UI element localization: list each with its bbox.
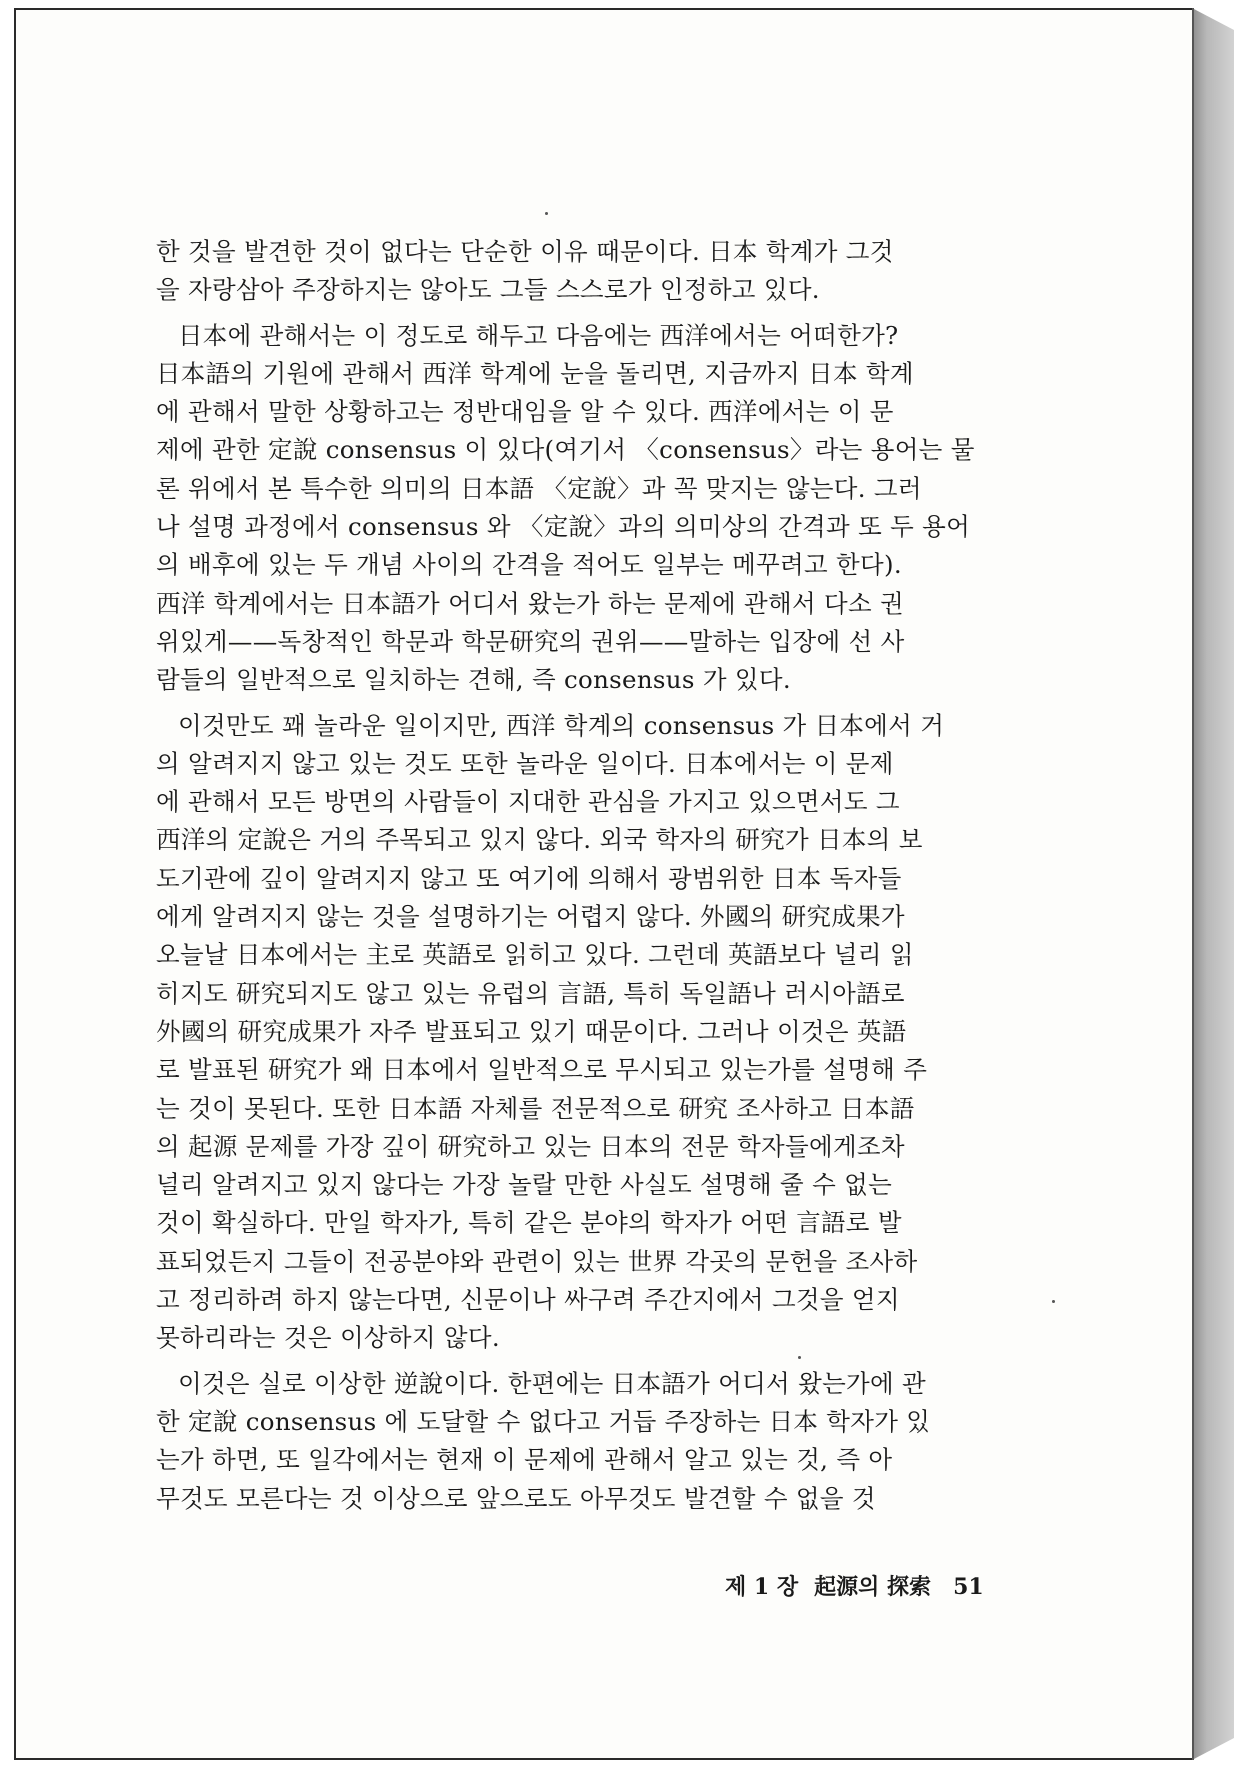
text-line: 西洋 학계에서는 日本語가 어디서 왔는가 하는 문제에 관해서 다소 권 — [156, 588, 905, 618]
text-line: 한 定說 consensus 에 도달할 수 없다고 거듭 주장하는 日本 학자가 있 — [156, 1406, 931, 1436]
text-line: 의 배후에 있는 두 개념 사이의 간격을 적어도 일부는 메꾸려고 한다). — [156, 550, 902, 580]
text-line: 을 자랑삼아 주장하지는 않아도 그들 스스로가 인정하고 있다. — [156, 275, 820, 305]
text-line: 나 설명 과정에서 consensus 와 〈定說〉과의 의미상의 간격과 또 두 용어 — [156, 512, 971, 542]
text-line: 에게 알려지지 않는 것을 설명하기는 어렵지 않다. 外國의 研究成果가 — [156, 902, 905, 932]
chapter-title: 起源의 探索 — [814, 1574, 932, 1600]
scan-speck — [1052, 1300, 1055, 1303]
text-line: 의 알려지지 않고 있는 것도 또한 놀라운 일이다. 日本에서는 이 문제 — [156, 748, 894, 778]
text-line: 로 발표된 研究가 왜 日本에서 일반적으로 무시되고 있는가를 설명해 주 — [156, 1055, 928, 1085]
running-footer — [725, 1570, 1025, 1601]
text-line: 론 위에서 본 특수한 의미의 日本語 〈定說〉과 꼭 맞지는 않는다. 그러 — [156, 473, 922, 503]
text-line: 널리 알려지고 있지 않다는 가장 놀랄 만한 사실도 설명해 줄 수 없는 — [156, 1170, 893, 1200]
text-line: 고 정리하려 하지 않는다면, 신문이나 싸구려 주간지에서 그것을 얻지 — [156, 1285, 900, 1315]
text-line: 위있게——독창적인 학문과 학문研究의 권위——말하는 입장에 선 사 — [156, 626, 905, 656]
text-line: 도기관에 깊이 알려지지 않고 또 여기에 의해서 광범위한 日本 독자들 — [156, 863, 902, 893]
text-line: 는가 하면, 또 일각에서는 현재 이 문제에 관해서 알고 있는 것, 즉 아 — [156, 1445, 893, 1475]
text-line: 西洋의 定說은 거의 주목되고 있지 않다. 외국 학자의 研究가 日本의 보 — [156, 825, 923, 855]
page-edge-line — [1192, 8, 1194, 1760]
scan-speck — [545, 212, 548, 215]
text-line: 外國의 研究成果가 자주 발표되고 있기 때문이다. 그러나 이것은 英語 — [156, 1016, 907, 1046]
text-line: 에 관해서 모든 방면의 사람들이 지대한 관심을 가지고 있으면서도 그 — [156, 787, 900, 817]
text-line: 오늘날 日本에서는 主로 英語로 읽히고 있다. 그런데 英語보다 널리 읽 — [156, 940, 914, 970]
body-text — [156, 233, 1024, 1525]
text-line: 의 起源 문제를 가장 깊이 研究하고 있는 日本의 전문 학자들에게조차 — [156, 1131, 905, 1161]
text-line: 표되었든지 그들이 전공분야와 관련이 있는 世界 각곳의 문헌을 조사하 — [156, 1246, 918, 1276]
text-line: 한 것을 발견한 것이 없다는 단순한 이유 때문이다. 日本 학계가 그것 — [156, 237, 894, 266]
page-stack-edge — [1192, 8, 1234, 1760]
text-line: 것이 확실하다. 만일 학자가, 특히 같은 분야의 학자가 어떤 言語로 발 — [156, 1208, 902, 1238]
text-line: 람들의 일반적으로 일치하는 견해, 즉 consensus 가 있다. — [156, 665, 791, 695]
text-line: 이것만도 꽤 놀라운 일이지만, 西洋 학계의 consensus 가 日本에서 거 — [178, 710, 945, 740]
text-line: 는 것이 못된다. 또한 日本語 자체를 전문적으로 研究 조사하고 日本語 — [156, 1093, 915, 1123]
text-line: 에 관해서 말한 상황하고는 정반대임을 알 수 있다. 西洋에서는 이 문 — [156, 397, 894, 427]
text-line: 제에 관한 定說 consensus 이 있다(여기서 〈consensus〉라는 용어는 물 — [156, 435, 975, 465]
text-line: 히지도 研究되지도 않고 있는 유럽의 言語, 특히 독일語나 러시아語로 — [156, 978, 905, 1008]
text-line: 日本에 관해서는 이 정도로 해두고 다음에는 西洋에서는 어떠한가? — [178, 320, 899, 350]
paragraph — [156, 233, 1024, 310]
page-number: 51 — [953, 1574, 984, 1600]
paragraph — [156, 1365, 1024, 1518]
chapter-label: 제 1 장 — [725, 1574, 799, 1600]
paragraph — [156, 707, 1024, 1358]
text-line: 日本語의 기원에 관해서 西洋 학계에 눈을 돌리면, 지금까지 日本 학계 — [156, 358, 914, 388]
paragraph — [156, 317, 1024, 700]
text-line: 이것은 실로 이상한 逆說이다. 한편에는 日本語가 어디서 왔는가에 관 — [178, 1368, 927, 1398]
text-line: 무것도 모른다는 것 이상으로 앞으로도 아무것도 발견할 수 없을 것 — [156, 1483, 876, 1513]
text-line: 못하리라는 것은 이상하지 않다. — [156, 1323, 500, 1353]
